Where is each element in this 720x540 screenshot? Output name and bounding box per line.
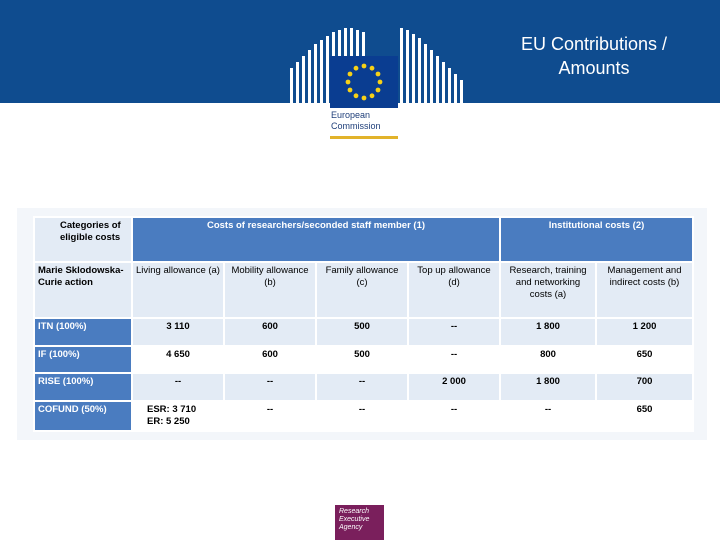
table-cell: -- xyxy=(500,401,596,431)
eligible-costs-table xyxy=(33,216,694,432)
table-cell: 650 xyxy=(596,346,693,373)
institutional-costs-header: Institutional costs (2) xyxy=(500,217,693,262)
table-cell: 1 200 xyxy=(596,318,693,345)
table-header-row xyxy=(34,217,693,262)
table-cell: 800 xyxy=(500,346,596,373)
commission-logo-text xyxy=(331,110,401,132)
research-executive-agency-logo: Research Executive Agency xyxy=(335,505,384,540)
logo-text-line2: Commission xyxy=(331,121,381,131)
table-cell: -- xyxy=(224,373,316,400)
row-label: COFUND (50%) xyxy=(34,401,132,431)
table-cell: 500 xyxy=(316,318,408,345)
column-header: Mobility allowance (b) xyxy=(224,262,316,319)
table-cell: -- xyxy=(408,318,500,345)
table-cell: -- xyxy=(224,401,316,431)
table-cell: 600 xyxy=(224,318,316,345)
table-row xyxy=(34,346,693,373)
eu-flag-icon xyxy=(330,56,398,108)
column-header: Living allowance (a) xyxy=(132,262,224,319)
column-header: Research, training and networking costs (a) xyxy=(500,262,596,319)
slide-title xyxy=(488,32,700,80)
table-subheader-row xyxy=(34,262,693,319)
table-cell: 4 650 xyxy=(132,346,224,373)
table-cell: 1 800 xyxy=(500,373,596,400)
table-cell: 600 xyxy=(224,346,316,373)
row-label: IF (100%) xyxy=(34,346,132,373)
logo-underline xyxy=(330,136,398,139)
action-header-cell: Marie Sklodowska-Curie action xyxy=(34,262,132,319)
column-header: Family allowance (c) xyxy=(316,262,408,319)
table-row xyxy=(34,373,693,400)
table-cell: 650 xyxy=(596,401,693,431)
slide-title-line1: EU Contributions / xyxy=(520,34,668,54)
table-cell: -- xyxy=(408,346,500,373)
corner-header-cell xyxy=(34,217,132,262)
corner-label: Categories of eligible costs xyxy=(60,220,121,243)
table-cell: 1 800 xyxy=(500,318,596,345)
table-cell: -- xyxy=(132,373,224,400)
table-cell: -- xyxy=(408,401,500,431)
row-label: RISE (100%) xyxy=(34,373,132,400)
table-cell: 2 000 xyxy=(408,373,500,400)
table-cell: 700 xyxy=(596,373,693,400)
column-header: Management and indirect costs (b) xyxy=(596,262,693,319)
table-cell: 500 xyxy=(316,346,408,373)
logo-text-line1: European xyxy=(331,110,371,120)
table-cell: ESR: 3 710 ER: 5 250 xyxy=(132,401,224,431)
table-cell: -- xyxy=(316,373,408,400)
slide-title-line2: Amounts xyxy=(558,58,630,78)
table-cell: -- xyxy=(316,401,408,431)
column-header: Top up allowance (d) xyxy=(408,262,500,319)
table-row xyxy=(34,401,693,431)
table-row xyxy=(34,318,693,345)
row-label: ITN (100%) xyxy=(34,318,132,345)
table-cell: 3 110 xyxy=(132,318,224,345)
researcher-costs-header: Costs of researchers/seconded staff member (1) xyxy=(132,217,500,262)
